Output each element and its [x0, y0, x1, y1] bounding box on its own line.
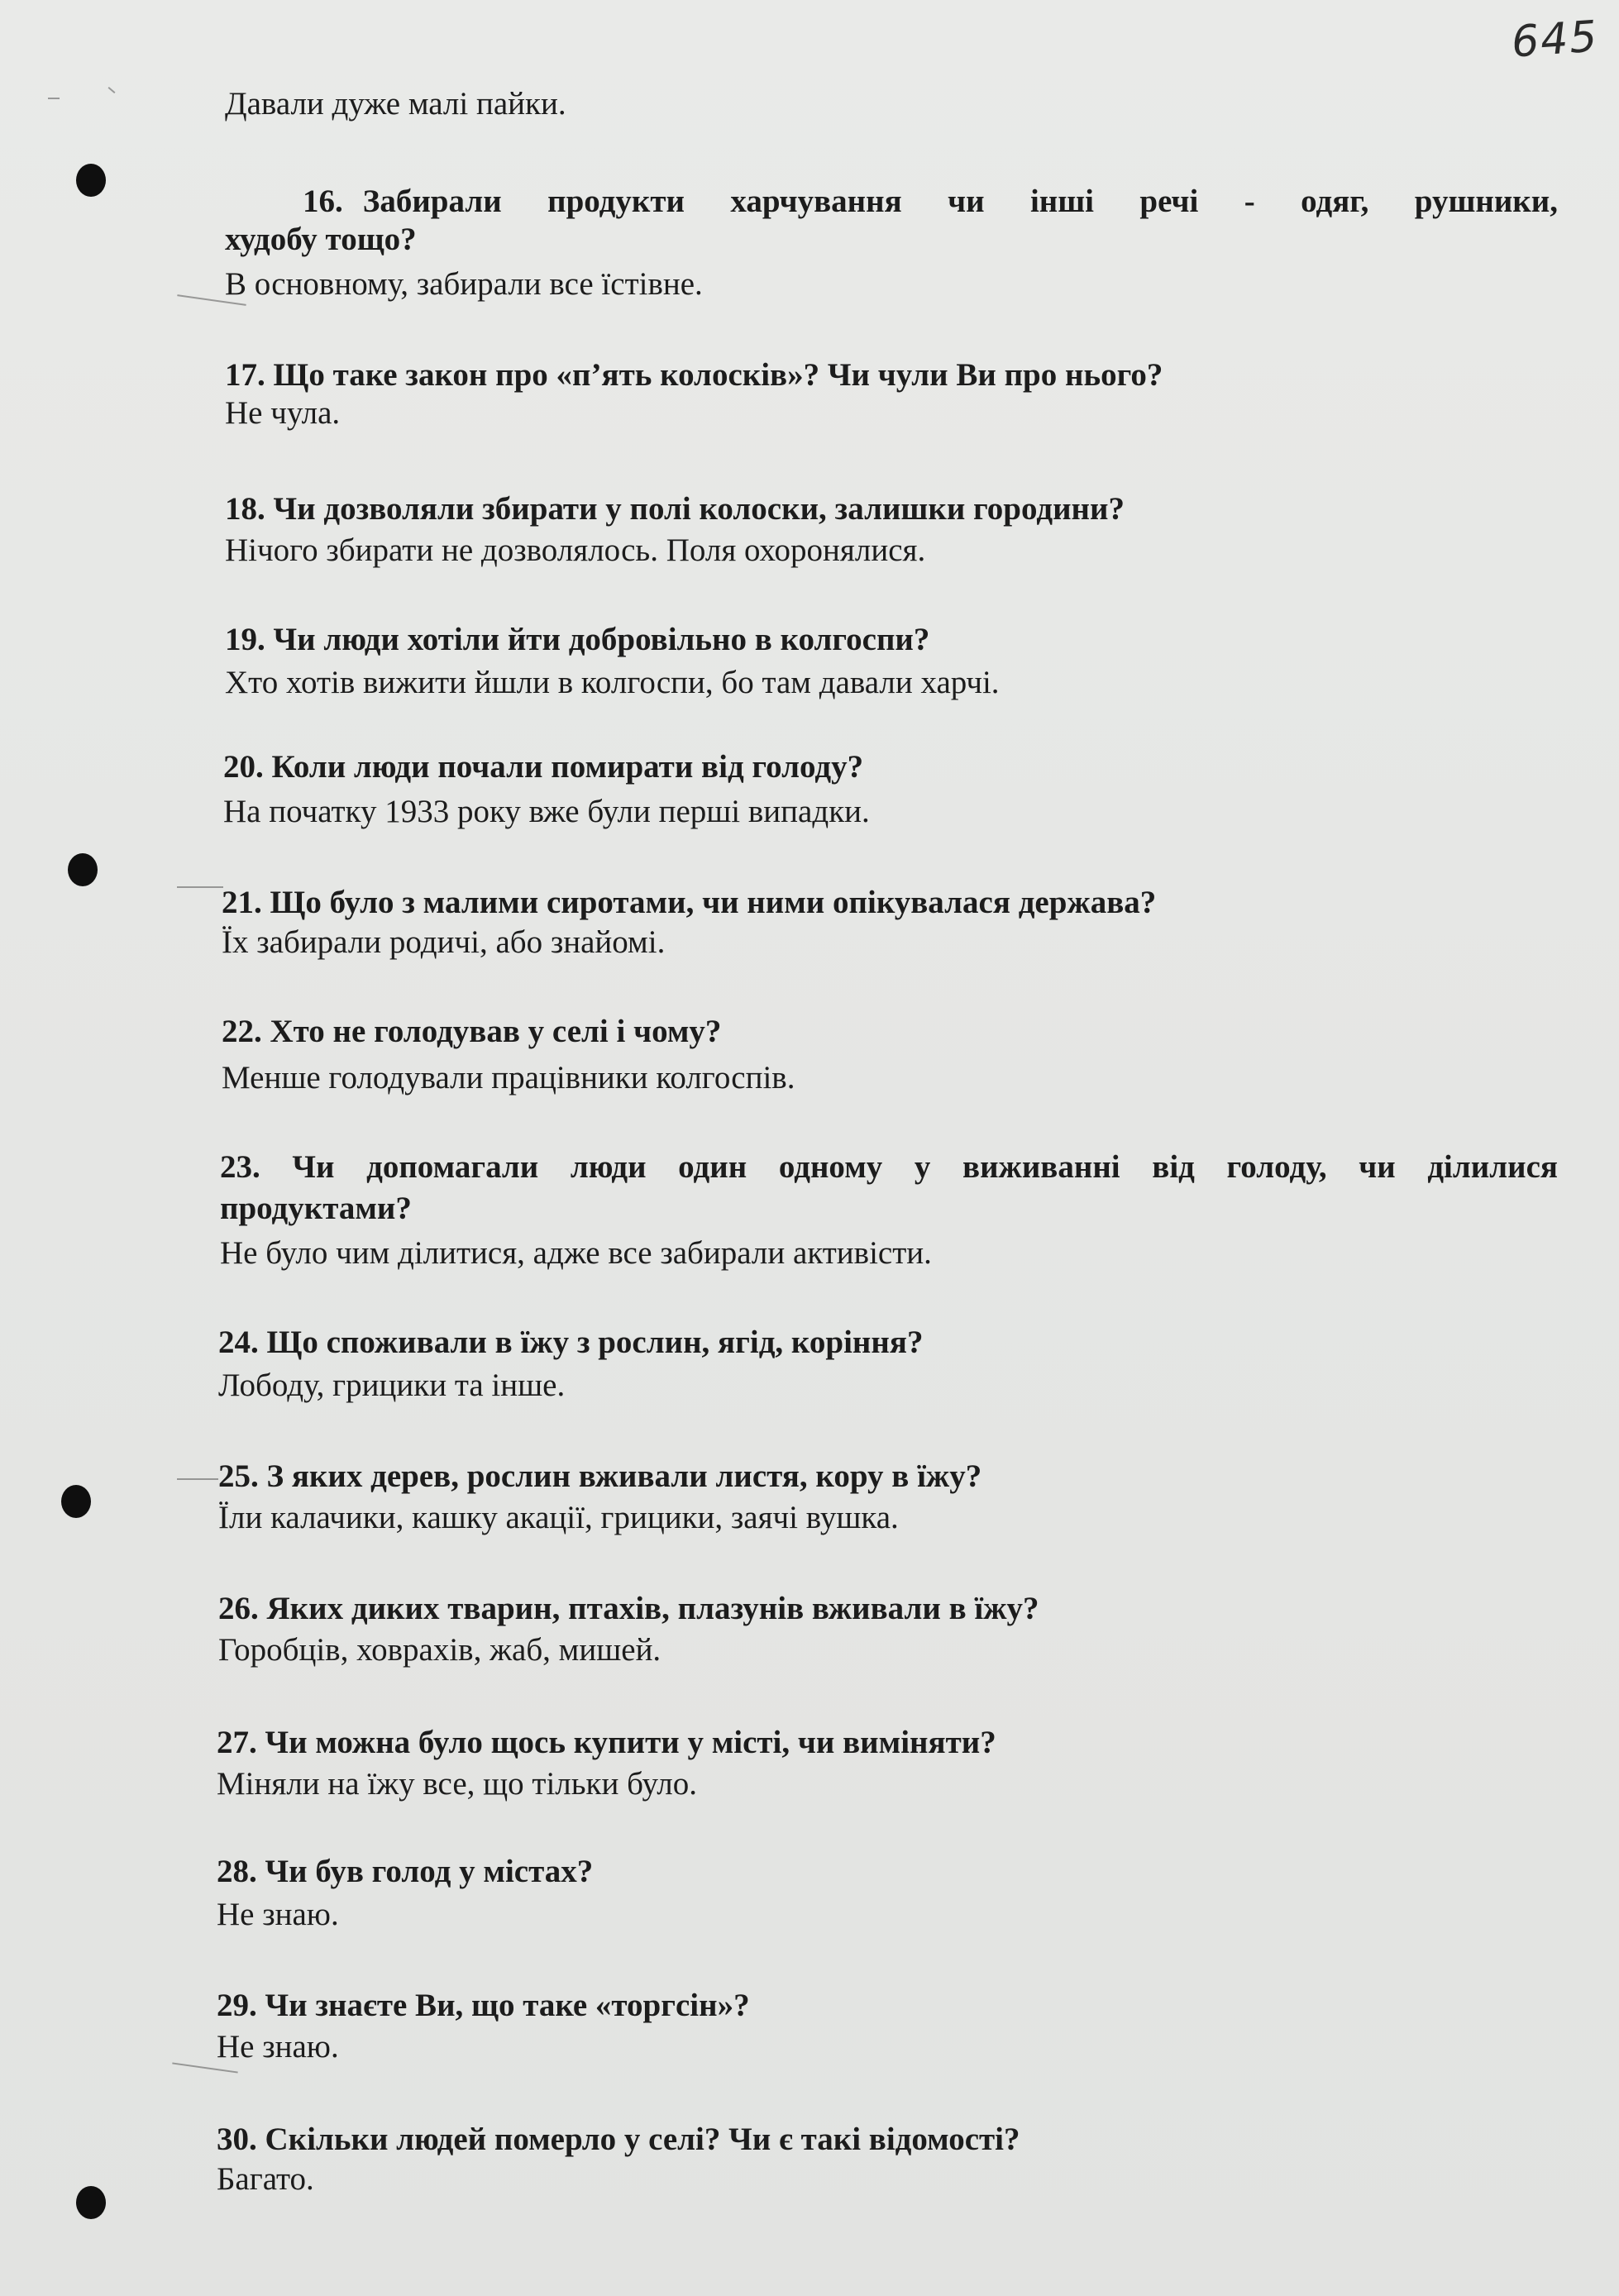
- answer-22: Менше голодували працівники колгоспів.: [222, 1060, 795, 1095]
- pencil-mark: [48, 98, 60, 99]
- answer-24: Лободу, грицики та інше.: [218, 1368, 566, 1403]
- question-30: 30. Скільки людей померло у селі? Чи є такі відомості?: [217, 2122, 1020, 2157]
- question-17: 17. Що таке закон про «п’ять колосків»? Чи чули Ви про нього?: [225, 357, 1163, 393]
- answer-30: Багато.: [217, 2161, 314, 2197]
- question-20: 20. Коли люди почали помирати від голоду?: [223, 749, 864, 785]
- question-21: 21. Що було з малими сиротами, чи ними опікувалася держава?: [222, 885, 1157, 920]
- answer-21: Їх забирали родичі, або знайомі.: [222, 924, 666, 960]
- answer-17: Не чула.: [225, 395, 341, 431]
- question-26: 26. Яких диких тварин, птахів, плазунів вживали в їжу?: [218, 1591, 1039, 1626]
- answer-18: Нічого збирати не дозволялось. Поля охоронялися.: [225, 532, 926, 568]
- answer-19: Хто хотів вижити йшли в колгоспи, бо там давали харчі.: [225, 665, 1000, 700]
- question-16-line-1: [225, 184, 1558, 220]
- answer-27: Міняли на їжу все, що тільки було.: [217, 1766, 697, 1802]
- answer-29: Не знаю.: [217, 2029, 339, 2064]
- question-23-line-1: 23. Чи допомагали люди один одному у виживанні від голоду, чи ділилися: [220, 1149, 1558, 1185]
- punch-hole: [76, 164, 106, 197]
- question-18: 18. Чи дозволяли збирати у полі колоски, залишки городини?: [225, 491, 1125, 527]
- answer-25: Їли калачики, кашку акації, грицики, заячі вушка.: [218, 1500, 899, 1535]
- answer-23: Не було чим ділитися, адже все забирали активісти.: [220, 1235, 932, 1271]
- question-27: 27. Чи можна було щось купити у місті, чи виміняти?: [217, 1725, 996, 1760]
- question-28: 28. Чи був голод у містах?: [217, 1854, 594, 1889]
- punch-hole: [68, 853, 98, 886]
- question-25: 25. З яких дерев, рослин вживали листя, кору в їжу?: [218, 1458, 982, 1494]
- punch-hole: [76, 2186, 106, 2219]
- question-24: 24. Що споживали в їжу з рослин, ягід, коріння?: [218, 1325, 924, 1360]
- answer-text: В основному, забирали все їстівне.: [225, 266, 703, 302]
- question-29: 29. Чи знаєте Ви, що таке «торгсін»?: [217, 1988, 750, 2023]
- answer-26: Горобців, ховрахів, жаб, мишей.: [218, 1632, 661, 1668]
- answer-text: Давали дуже малі пайки.: [225, 86, 566, 122]
- pencil-mark: [177, 886, 223, 888]
- question-text: Забирали продукти харчування чи інші речі - одяг, рушники,: [362, 184, 1558, 219]
- answer-28: Не знаю.: [217, 1897, 339, 1932]
- pencil-mark: [177, 1478, 218, 1480]
- question-22: 22. Хто не голодував у селі і чому?: [222, 1014, 722, 1049]
- handwritten-page-number: 645: [1510, 12, 1601, 68]
- question-19: 19. Чи люди хотіли йти добровільно в колгоспи?: [225, 622, 930, 657]
- question-number: 16.: [303, 184, 343, 219]
- question-23-line-2: продуктами?: [220, 1191, 412, 1226]
- pencil-mark: [108, 87, 116, 93]
- punch-hole: [61, 1485, 91, 1518]
- answer-20: На початку 1933 року вже були перші випадки.: [223, 794, 870, 829]
- question-16-line-2: худобу тощо?: [225, 222, 417, 257]
